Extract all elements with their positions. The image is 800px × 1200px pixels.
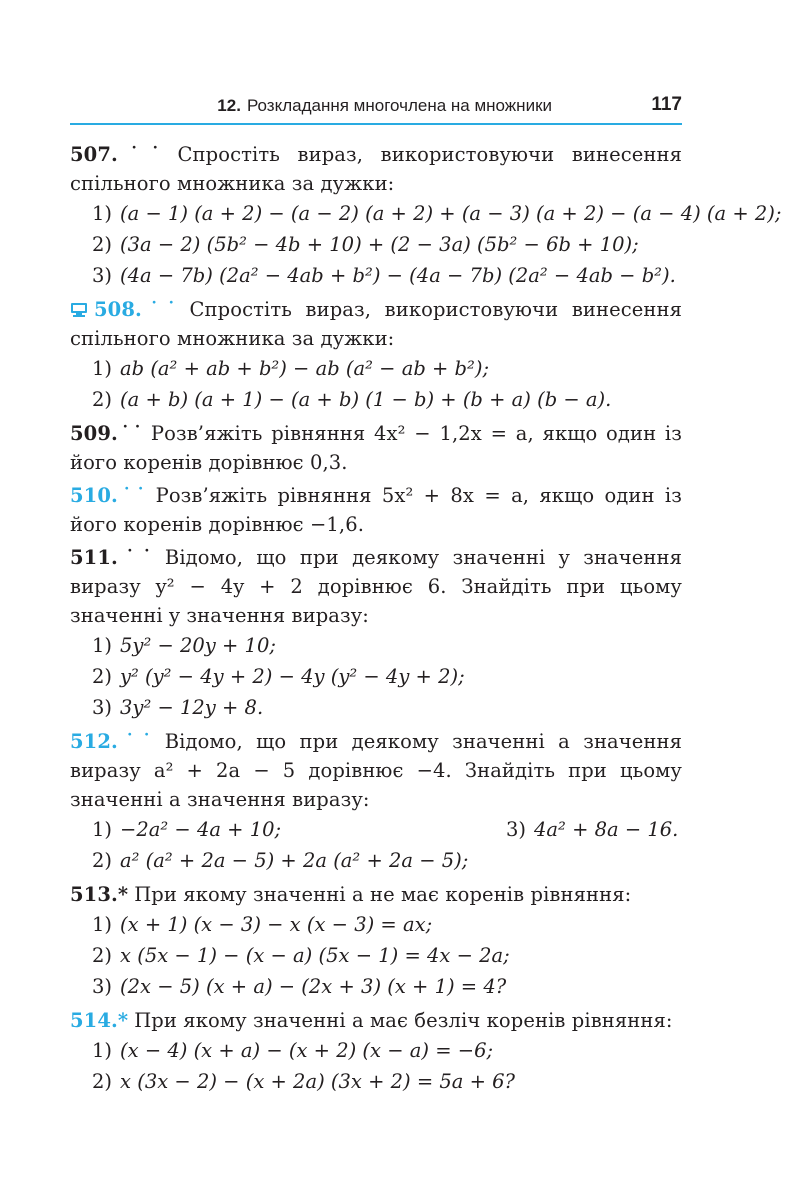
problem-text: При якому значенні a має безліч коренів рівняння: (134, 1009, 673, 1032)
problem-text: Відомо, що при деякому значенні a значення виразу a² + 2a − 5 дорівнює −4. Знайдіть при цьому значенні a значення виразу: (70, 730, 683, 811)
expression: ab (a² + ab + b²) − ab (a² − ab + b²); (120, 357, 490, 380)
subitem: 1) 5y² − 20y + 10; (92, 634, 276, 657)
problem-number: 509.˙˙ (70, 422, 145, 445)
problem-text: При якому значенні a не має коренів рівняння: (134, 883, 632, 906)
problem-number: 513.* (70, 883, 129, 906)
expression: (3a − 2) (5b² − 4b + 10) + (2 − 3a) (5b² − 6b + 10); (120, 233, 639, 256)
expression: (x + 1) (x − 3) − x (x − 3) = ax; (120, 913, 433, 936)
expression: y² (y² − 4y + 2) − 4y (y² − 4y + 2); (120, 665, 465, 688)
problem-text: Розв’яжіть рівняння 5x² + 8x = a, якщо один із його коренів дорівнює −1,6. (70, 484, 682, 536)
problem-number: 510.˙˙ (70, 484, 150, 507)
expression: 4a² + 8a − 16. (534, 818, 679, 841)
problem-512 (70, 727, 682, 876)
expression: (a − 1) (a + 2) − (a − 2) (a + 2) + (a − 3) (a + 2) − (a − 4) (a + 2); (120, 202, 782, 225)
subitem: 2) x (5x − 1) − (x − a) (5x − 1) = 4x − 2a; (92, 944, 510, 967)
problem-510 (70, 481, 682, 539)
subitem: 1) ab (a² + ab + b²) − ab (a² − ab + b²); (92, 357, 490, 380)
problem-text: Спростіть вираз, використовуючи винесення спільного множника за дужки: (70, 298, 682, 350)
chapter-number: 12. (217, 96, 241, 115)
expression: x (3x − 2) − (x + 2a) (3x + 2) = 5a + 6? (120, 1070, 516, 1093)
page-number: 117 (651, 94, 682, 115)
subitem-row: 1) −2a² − 4a + 10; 3) 4a² + 8a − 16. (70, 814, 682, 845)
subitem: 1) (x + 1) (x − 3) − x (x − 3) = ax; (92, 913, 433, 936)
problem-text: Відомо, що при деякому значенні y значення виразу y² − 4y + 2 дорівнює 6. Знайдіть при цьому значенні y значення виразу: (70, 546, 683, 627)
problem-509 (70, 419, 682, 477)
subitem: 3) 4a² + 8a − 16. (506, 818, 679, 841)
problem-513 (70, 880, 682, 1002)
problem-508 (70, 295, 682, 415)
chapter-name: Розкладання многочлена на множники (246, 96, 552, 115)
expression: (2x − 5) (x + a) − (2x + 3) (x + 1) = 4? (120, 975, 507, 998)
problem-number: 511.˙˙ (70, 546, 159, 569)
subitem: 2) y² (y² − 4y + 2) − 4y (y² − 4y + 2); (92, 665, 465, 688)
subitem: 1) (a − 1) (a + 2) − (a − 2) (a + 2) + (a − 3) (a + 2) − (a − 4) (a + 2); (92, 202, 782, 225)
expression: (x − 4) (x + a) − (x + 2) (x − a) = −6; (120, 1039, 494, 1062)
subitem: 3) (2x − 5) (x + a) − (2x + 3) (x + 1) = 4? (92, 975, 507, 998)
expression: 5y² − 20y + 10; (120, 634, 276, 657)
problems-list (70, 140, 782, 1101)
expression: 3y² − 12y + 8. (120, 696, 264, 719)
subitem: 3) 3y² − 12y + 8. (92, 696, 264, 719)
problem-507 (70, 140, 782, 291)
expression: −2a² − 4a + 10; (120, 818, 282, 841)
problem-511 (70, 543, 682, 723)
computer-icon (70, 297, 88, 313)
chapter-title (217, 96, 552, 116)
expression: a² (a² + 2a − 5) + 2a (a² + 2a − 5); (120, 849, 469, 872)
problem-number: 514.* (70, 1009, 129, 1032)
expression: (4a − 7b) (2a² − 4ab + b²) − (4a − 7b) (2a² − 4ab − b²). (120, 264, 676, 287)
problem-text: Спростіть вираз, використовуючи винесення спільного множника за дужки: (70, 143, 682, 195)
problem-number: 507.˙˙ (70, 143, 172, 166)
problem-514 (70, 1006, 682, 1097)
subitem: 1) (x − 4) (x + a) − (x + 2) (x − a) = −6; (92, 1039, 494, 1062)
page-header (70, 94, 682, 122)
header-divider (70, 123, 682, 125)
problem-text: Розв’яжіть рівняння 4x² − 1,2x = a, якщо один із його коренів дорівнює 0,3. (70, 422, 683, 474)
subitem: 2) (3a − 2) (5b² − 4b + 10) + (2 − 3a) (5b² − 6b + 10); (92, 233, 639, 256)
subitem: 2) (a + b) (a + 1) − (a + b) (1 − b) + (b + a) (b − a). (92, 388, 612, 411)
subitem: 2) a² (a² + 2a − 5) + 2a (a² + 2a − 5); (92, 849, 469, 872)
subitem: 2) x (3x − 2) − (x + 2a) (3x + 2) = 5a + 6? (92, 1070, 516, 1093)
problem-number: 512.˙˙ (70, 730, 159, 753)
problem-number: 508.˙˙ (94, 298, 184, 321)
expression: x (5x − 1) − (x − a) (5x − 1) = 4x − 2a; (120, 944, 510, 967)
expression: (a + b) (a + 1) − (a + b) (1 − b) + (b + a) (b − a). (120, 388, 612, 411)
subitem: 3) (4a − 7b) (2a² − 4ab + b²) − (4a − 7b) (2a² − 4ab − b²). (92, 264, 676, 287)
